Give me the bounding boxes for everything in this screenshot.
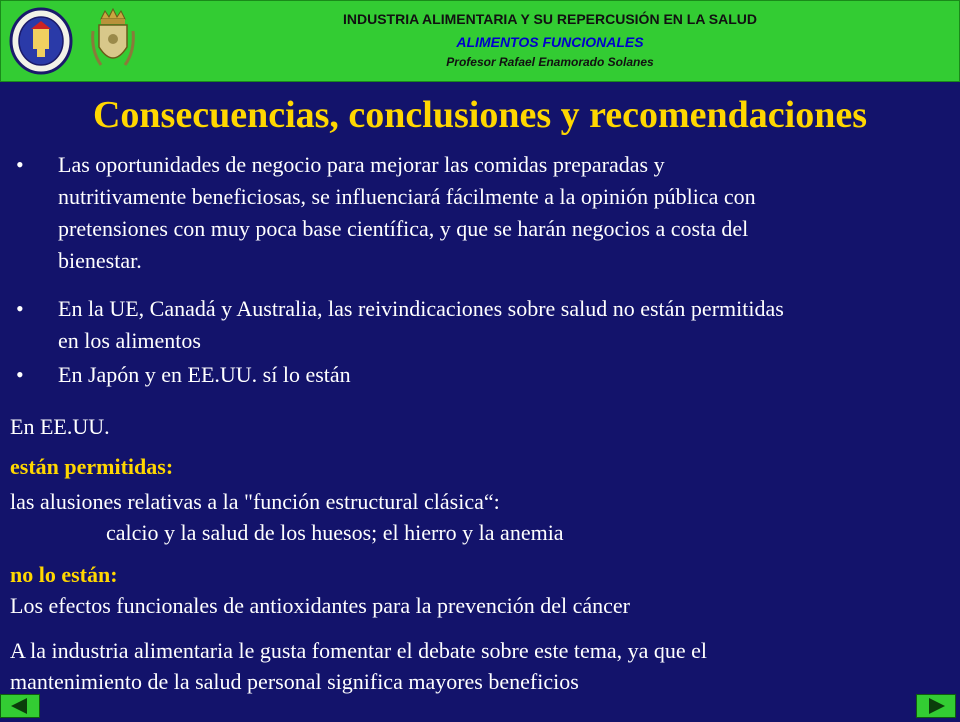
header-bar [0, 0, 960, 82]
course-title: INDUSTRIA ALIMENTARIA Y SU REPERCUSIÓN EN LA SALUD [342, 11, 758, 27]
arrow-left-icon [1, 695, 39, 717]
allowed-line-2: calcio y la salud de los huesos; el hierro y la anemia [106, 520, 564, 545]
bullet-1-line-3: pretensiones con muy poca base científica, y que se harán negocios a costa del [58, 216, 749, 241]
not-allowed-line: Los efectos funcionales de antioxidantes para la prevención del cáncer [10, 593, 630, 618]
bullet-marker: • [16, 362, 24, 387]
closing-line-2: mantenimiento de la salud personal significa mayores beneficios [10, 669, 579, 694]
prev-slide-button[interactable] [0, 694, 40, 718]
slide-title: Consecuencias, conclusiones y recomendaciones [92, 94, 868, 136]
university-seal-icon [9, 7, 73, 75]
bullet-2-line-2: en los alimentos [58, 328, 201, 353]
bullet-1-line-4: bienestar. [58, 248, 142, 273]
bullet-3-line-1: En Japón y en EE.UU. sí lo están [58, 362, 351, 387]
professor-name: Profesor Rafael Enamorado Solanes [446, 55, 654, 69]
royal-crest-icon [89, 7, 137, 75]
bullet-1-line-1: Las oportunidades de negocio para mejorar las comidas preparadas y [58, 152, 665, 177]
allowed-label: están permitidas: [10, 454, 174, 479]
next-slide-button[interactable] [916, 694, 956, 718]
bullet-marker: • [16, 296, 24, 321]
allowed-line-1: las alusiones relativas a la "función estructural clásica“: [10, 489, 500, 514]
not-allowed-label: no lo están: [10, 562, 118, 587]
usa-heading: En EE.UU. [10, 414, 110, 439]
course-subtitle: ALIMENTOS FUNCIONALES [456, 34, 644, 50]
bullet-1-line-2: nutritivamente beneficiosas, se influenciará fácilmente a la opinión pública con [58, 184, 756, 209]
bullet-2-line-1: En la UE, Canadá y Australia, las reivindicaciones sobre salud no están permitidas [58, 296, 784, 321]
bullet-marker: • [16, 152, 24, 177]
arrow-right-icon [917, 695, 955, 717]
closing-line-1: A la industria alimentaria le gusta fomentar el debate sobre este tema, ya que el [10, 638, 708, 663]
